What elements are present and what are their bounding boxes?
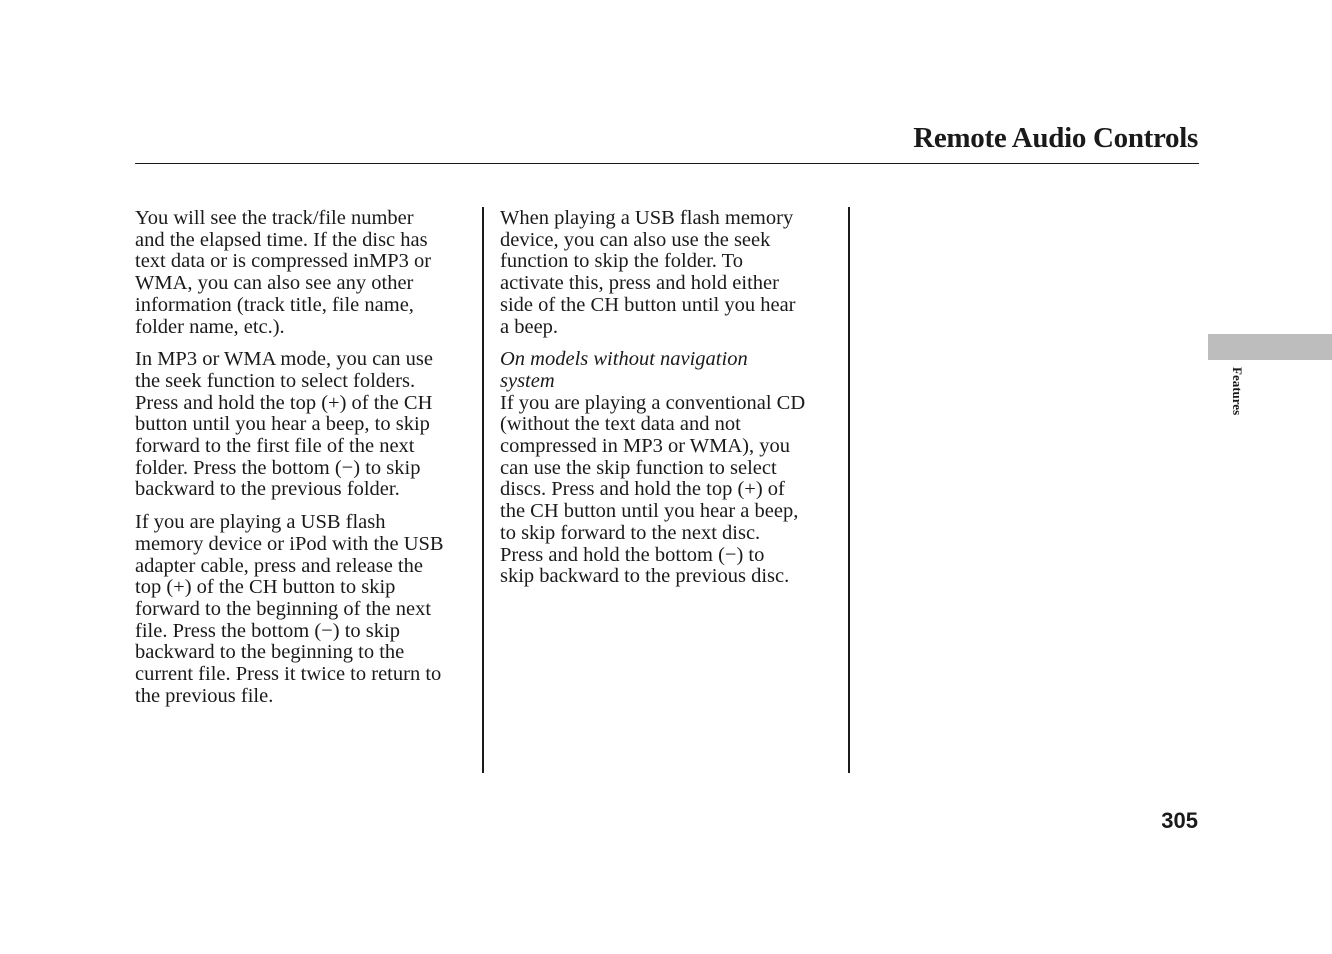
column-divider-right	[848, 207, 850, 773]
paragraph-usb-skip: If you are playing a USB flash memory device or iPod with the USB adapter cable, press and release the top (+) of the CH button to skip forward to the beginning of the next file. Press the bottom (−) to skip backward to the beginning to the current file. Press it twice to return to the previous file.	[135, 511, 444, 707]
header-rule	[135, 163, 1199, 164]
section-tab	[1208, 334, 1332, 360]
paragraph-mp3-folders: In MP3 or WMA mode, you can use the seek function to select folders. Press and hold the top (+) of the CH button until you hear a beep, to skip forward to the first file of the next folder. Press the bottom (−) to skip backward to the previous folder.	[135, 348, 433, 501]
left-column	[135, 208, 475, 718]
page-title: Remote Audio Controls	[913, 122, 1198, 154]
section-label: Features	[1230, 367, 1245, 416]
paragraph-track-info: You will see the track/file number and the elapsed time. If the disc has text data or is compressed inMP3 or WMA, you can also see any other information (track title, file name, folder name, etc.).	[135, 207, 432, 338]
page-number: 305	[1161, 808, 1198, 833]
middle-column	[500, 208, 834, 599]
paragraph-usb-seek: When playing a USB flash memory device, you can also use the seek function to skip the folder. To activate this, press and hold either side of the CH button until you hear a beep.	[500, 207, 796, 338]
subheading-no-navigation: On models without navigation system	[500, 348, 748, 392]
paragraph-cd-skip: If you are playing a conventional CD (without the text data and not compressed in MP3 or WMA), you can use the skip function to select discs. Press and hold the top (+) of the CH button until you hear a beep, to skip forward to the next disc. Press and hold the bottom (−) to skip backward to the previous disc.	[500, 391, 806, 588]
column-divider-left	[482, 207, 484, 773]
